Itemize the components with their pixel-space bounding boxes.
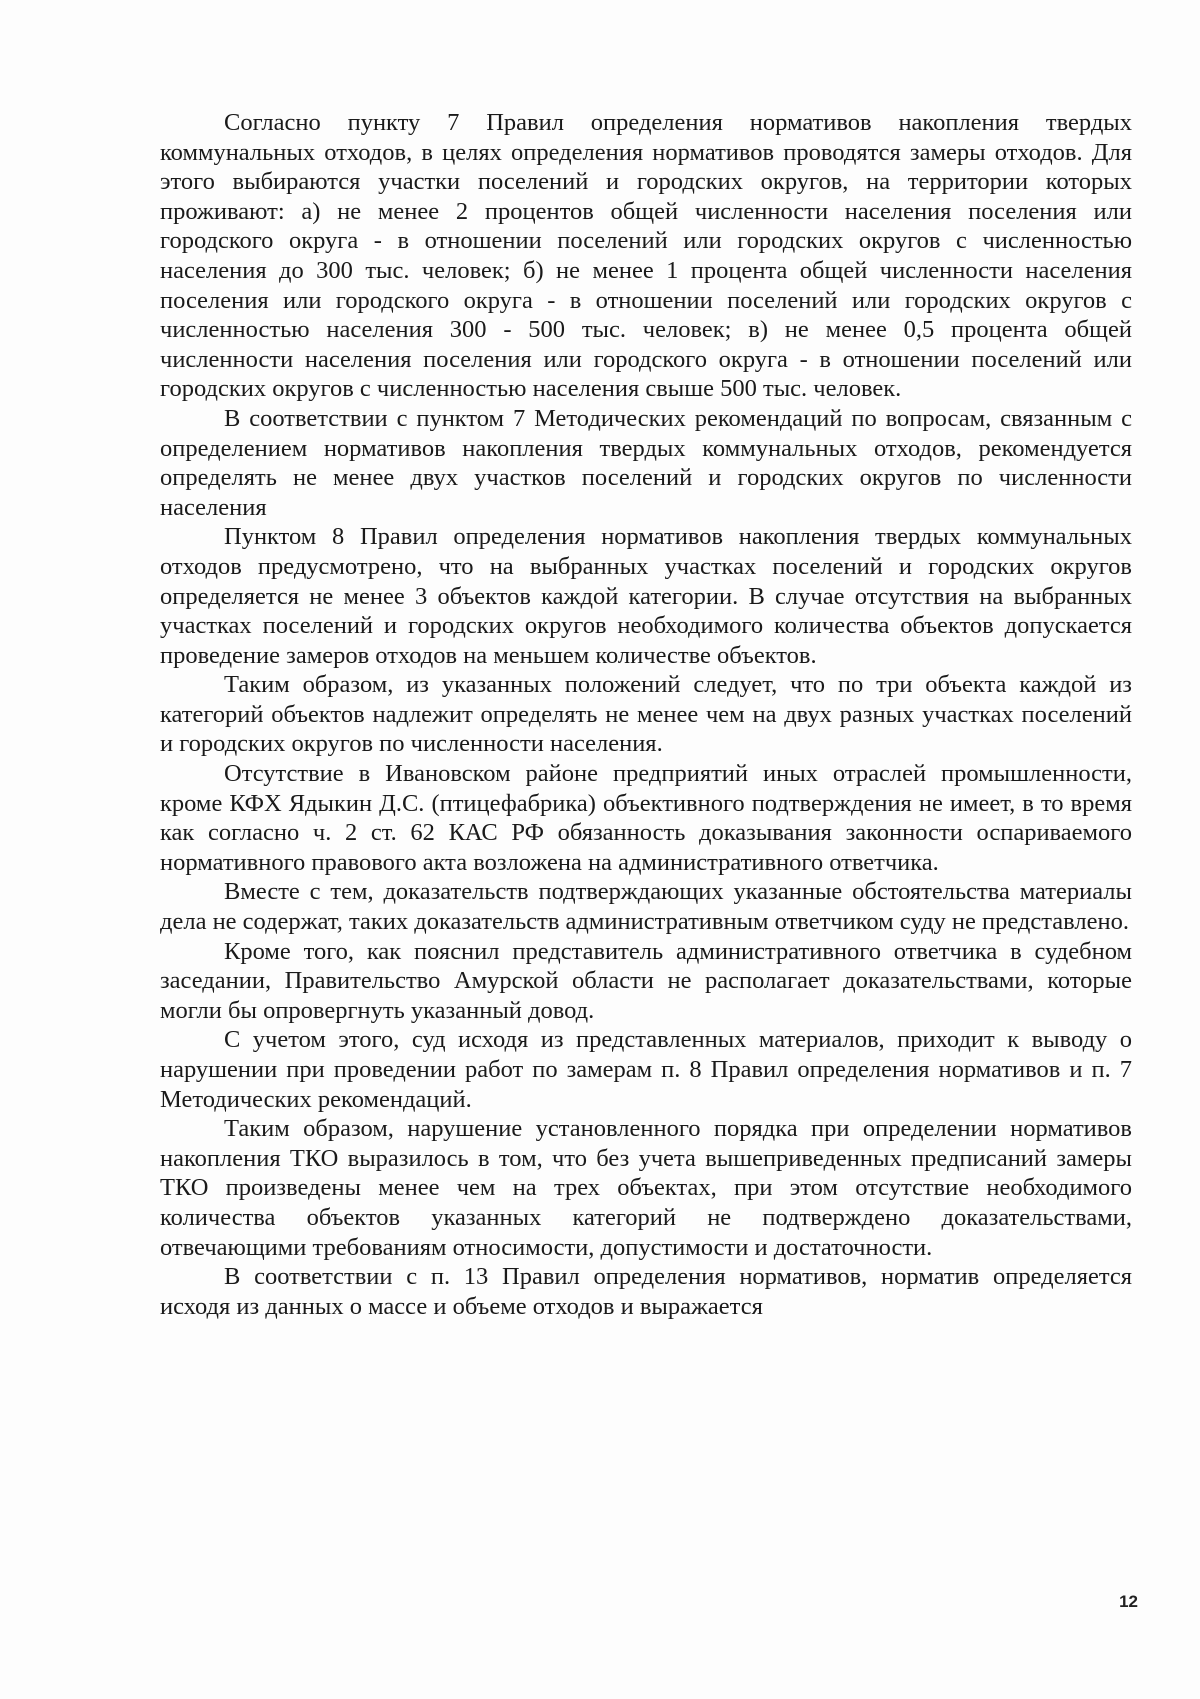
page-number: 12	[1119, 1592, 1138, 1611]
paragraph-5: Отсутствие в Ивановском районе предприятий иных отраслей промышленности, кроме КФХ Ядыкин Д.С. (птицефабрика) объективного подтверждения не имеет, в то время как согласно ч. 2 ст. 62 КАС РФ обязанность доказывания законности оспариваемого нормативного правового акта возложена на административного ответчика.	[160, 760, 1132, 876]
paragraph-4: Таким образом, из указанных положений следует, что по три объекта каждой из категорий объектов надлежит определять не менее чем на двух разных участках поселений и городских округов по численности населения.	[160, 671, 1132, 758]
paragraph-9: Таким образом, нарушение установленного порядка при определении нормативов накопления ТКО выразилось в том, что без учета вышеприведенных предписаний замеры ТКО произведены менее чем на трех объектах, при этом отсутствие необходимого количества объектов указанных категорий не подтверждено доказательствами, отвечающими требованиям относимости, допустимости и достаточности.	[160, 1115, 1132, 1261]
paragraph-7: Кроме того, как пояснил представитель административного ответчика в судебном заседании, Правительство Амурской области не располагает доказательствами, которые могли бы опровергнуть указанный довод.	[160, 937, 1132, 1024]
paragraph-2: В соответствии с пунктом 7 Методических рекомендаций по вопросам, связанным с определением нормативов накопления твердых коммунальных отходов, рекомендуется определять не менее двух участков поселений и городских округов по численности населения	[160, 404, 1132, 521]
paragraph-8: С учетом этого, суд исходя из представленных материалов, приходит к выводу о нарушении при проведении работ по замерам п. 8 Правил определения нормативов и п. 7 Методических рекомендаций.	[160, 1026, 1132, 1113]
body-text	[160, 108, 1132, 1321]
paragraph-6: Вместе с тем, доказательств подтверждающих указанные обстоятельства материалы дела не содержат, таких доказательств административным ответчиком суду не представлено.	[160, 878, 1132, 936]
paragraph-10: В соответствии с п. 13 Правил определения нормативов, норматив определяется исходя из данных о массе и объеме отходов и выражается	[160, 1263, 1132, 1320]
paragraph-3: Пунктом 8 Правил определения нормативов накопления твердых коммунальных отходов предусмотрено, что на выбранных участках поселений и городских округов определяется не менее 3 объектов каждой категории. В случае отсутствия на выбранных участках поселений и городских округов необходимого количества объектов допускается проведение замеров отходов на меньшем количестве объектов.	[160, 523, 1132, 669]
paragraph-1: Согласно пункту 7 Правил определения нормативов накопления твердых коммунальных отходов, в целях определения нормативов проводятся замеры отходов. Для этого выбираются участки поселений и городских округов, на территории которых проживают: а) не менее 2 процентов общей численности населения поселения или городского округа - в отношении поселений или городских округов с численностью населения до 300 тыс. человек; б) не менее 1 процента общей численности населения поселения или городского округа - в отношении поселений или городских округов с численностью населения 300 - 500 тыс. человек; в) не менее 0,5 процента общей численности населения поселения или городского округа - в отношении поселений или городских округов с численностью населения свыше 500 тыс. человек.	[160, 109, 1132, 403]
